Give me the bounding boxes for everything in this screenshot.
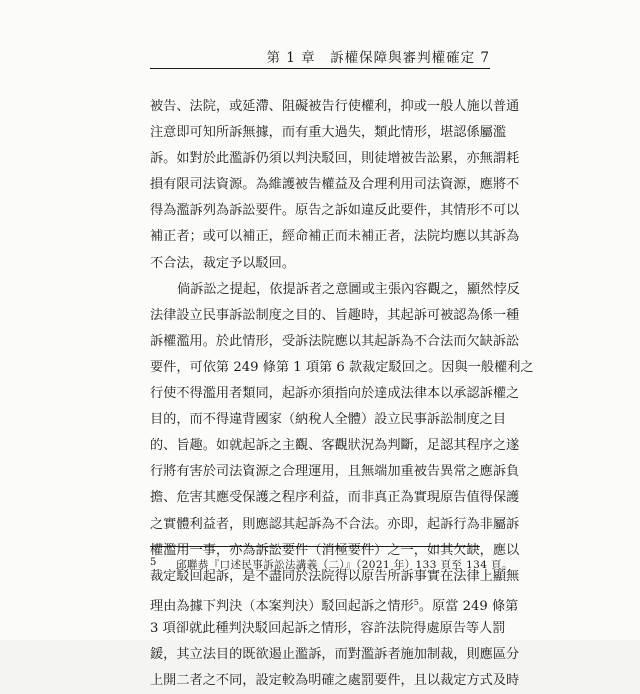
- body-text: [150, 94, 534, 694]
- text-line: 的、旨趣。如就起訴之主觀、客觀狀況為判斷，足認其程序之遂: [150, 438, 520, 454]
- text-line: 補正者；或可以補正，經命補正而未補正者，法院均應以其訴為: [150, 229, 520, 245]
- text-line-with-footnote: [150, 590, 519, 616]
- text-line: 權濫用一事，亦為訴訟要件（消極要件）之一，如其欠缺，應以: [150, 542, 520, 558]
- footnote-reference[interactable]: 5: [413, 597, 419, 607]
- footnote: [150, 557, 513, 572]
- text-line: 行將有害於司法資源之合理運用，且無端加重被告異常之應訴負: [150, 464, 520, 480]
- footnote-number: 5: [150, 557, 157, 568]
- text-line: 上開二者之不同，設定較為明確之處罰要件，且以裁定方式及時: [150, 673, 520, 689]
- text-line: 之實體利益者，則應認其起訴為不合法。亦即，起訴行為非屬訴: [150, 516, 520, 532]
- text-line: 要件，可依第 249 條第 1 項第 6 款裁定駁回之。因與一般權利之: [150, 359, 534, 375]
- running-head: 第 1 章 訴權保障與審判權確定 7: [266, 50, 490, 66]
- text-line: 不合法，裁定予以駁回。: [150, 255, 296, 271]
- line-text-continued: 。原當 249 條第: [418, 598, 519, 614]
- text-line: 3 項卻就此種判決駁回起訴之情形，容許法院得處原告等人罰: [150, 620, 506, 636]
- text-line: 訴權濫用。於此情形，受訴法院應以其起訴為不合法而欠缺訴訟: [150, 333, 520, 349]
- footnote-rule: [150, 546, 480, 547]
- text-line: 擔、危害其應受保護之程序利益，而非真正為實現原告值得保護: [150, 490, 520, 506]
- text-line: 法律設立民事訴訟制度之目的、旨趣時，其起訴可被認為係一種: [150, 307, 520, 323]
- text-line: 得為濫訴列為訴訟要件。原告之訴如違反此要件，其情形不可以: [150, 203, 520, 219]
- text-line: 行使不得濫用者類同，起訴亦須指向於達成法律本以承認訴權之: [150, 386, 520, 402]
- text-line: 注意即可知所訴無據，而有重大過失，類此情形，堪認係屬濫: [150, 125, 507, 141]
- text-line: 訴。如對於此濫訴仍須以判決駁回，則徒增被告訟累，亦無謂耗: [150, 151, 520, 167]
- text-line: 裁定駁回起訴，是不盡同於法院得以原告所訴事實在法律上顯無: [150, 568, 520, 584]
- footnote-text: 邱聯恭『口述民事訴訟法講義（二）』（2021 年）133 頁至 134 頁。: [176, 559, 513, 571]
- line-text: 理由為據下判決（本案判決）駁回起訴之情形: [150, 598, 414, 614]
- text-line: 倘訴訟之提起，依提訴者之意圖或主張內容觀之，顯然悖反: [177, 281, 520, 297]
- text-line: 目的，而不得違背國家（納稅人全體）設立民事訴訟制度之目: [150, 412, 507, 428]
- text-line: 損有限司法資源。為維護被告權益及合理利用司法資源，應將不: [150, 177, 520, 193]
- text-line: 鍰，其立法目的既欲遏止濫訴，而對濫訴者施加制裁，則應區分: [150, 646, 520, 662]
- header-rule: [150, 68, 490, 69]
- text-line: 被告、法院，或延滯、阻礙被告行使權利，抑或一般人施以普通: [150, 99, 520, 114]
